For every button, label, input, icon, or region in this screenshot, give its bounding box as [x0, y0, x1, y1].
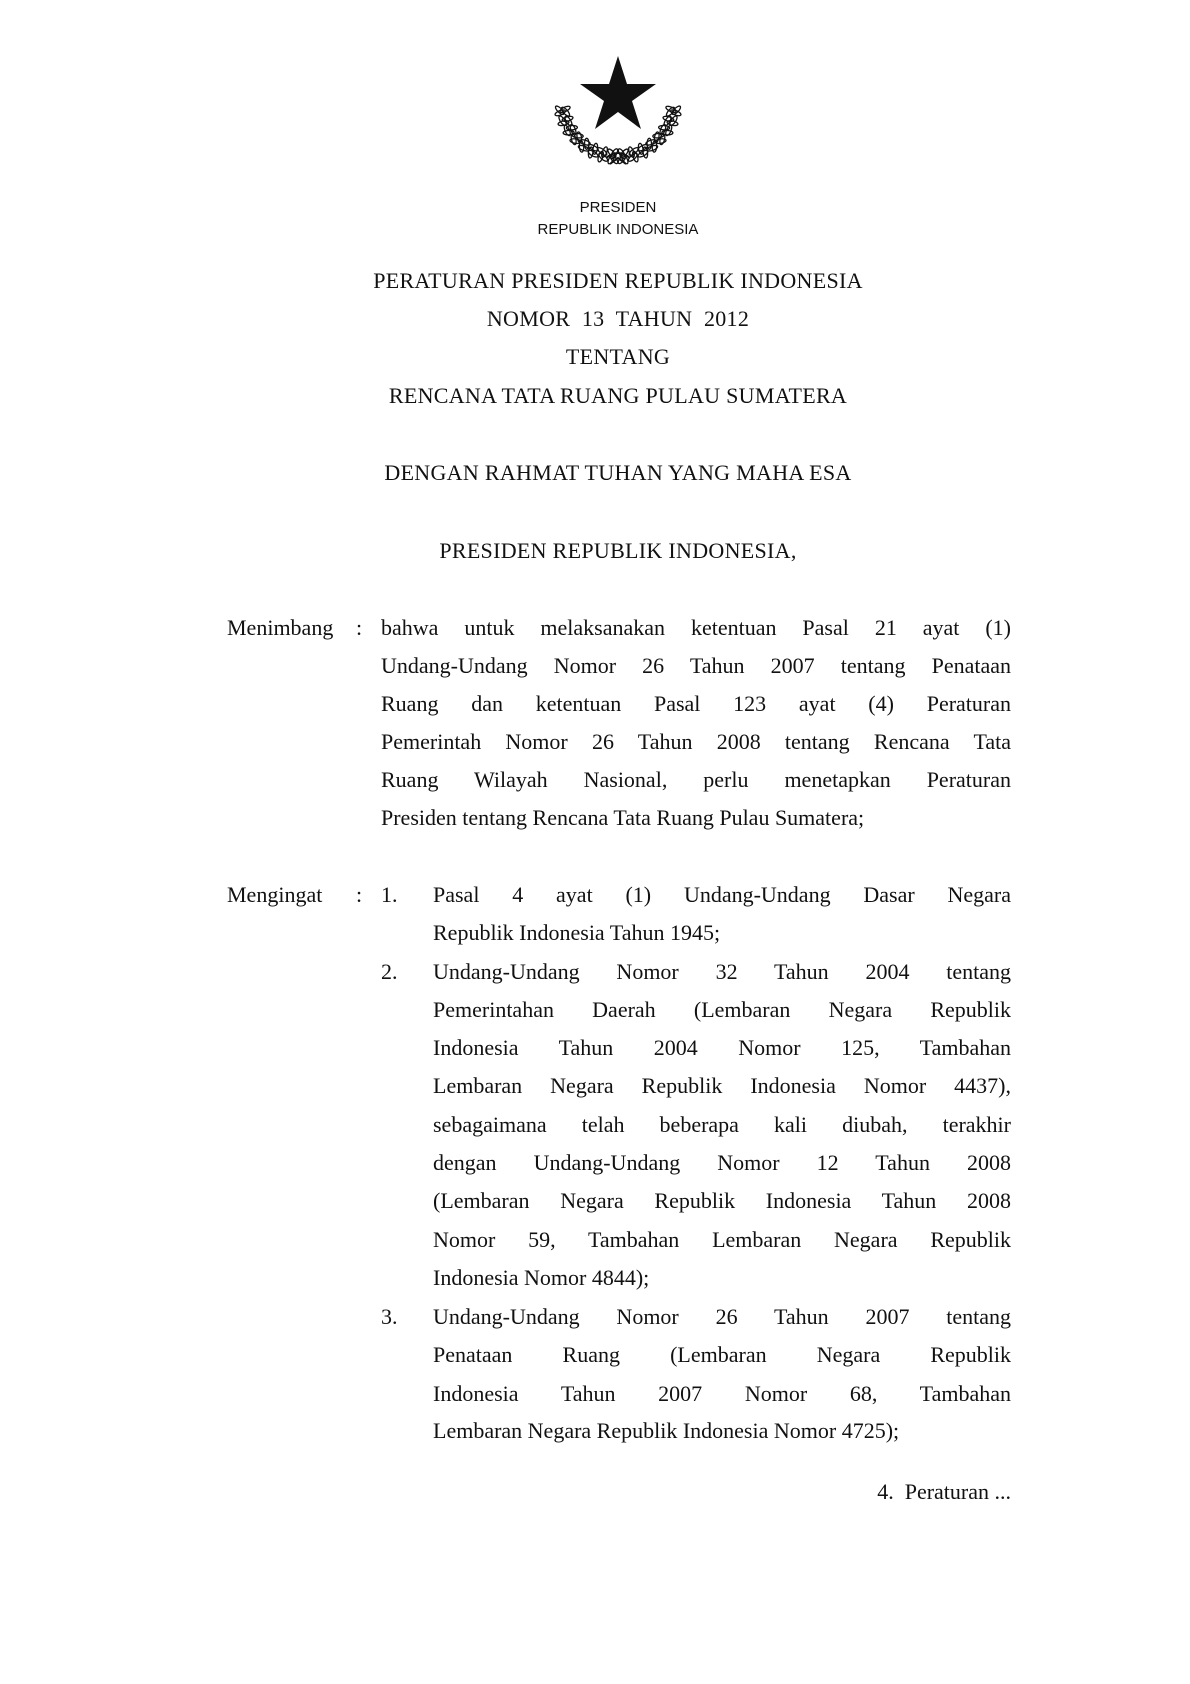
- item-number: 1.: [381, 882, 398, 907]
- item-line: Penataan Ruang (Lembaran Negara Republik: [433, 1342, 1011, 1367]
- letterhead-republik-indonesia: REPUBLIK INDONESIA: [537, 221, 699, 238]
- item-line: Undang-Undang Nomor 26 Tahun 2007 tentang: [433, 1304, 1011, 1329]
- item-number: 3.: [381, 1304, 398, 1329]
- menimbang-line: Ruang dan ketentuan Pasal 123 ayat (4) Peraturan: [381, 691, 1011, 716]
- menimbang-line: bahwa untuk melaksanakan ketentuan Pasal 21 ayat (1): [381, 615, 1011, 640]
- item-line: Pemerintahan Daerah (Lembaran Negara Republik: [433, 997, 1011, 1022]
- letterhead-presiden: PRESIDEN: [579, 199, 657, 216]
- item-line: Indonesia Nomor 4844);: [433, 1265, 650, 1290]
- preamble: DENGAN RAHMAT TUHAN YANG MAHA ESA: [384, 460, 852, 485]
- garuda-presidential-emblem: [550, 30, 686, 176]
- item-line: Republik Indonesia Tahun 1945;: [433, 920, 721, 945]
- item-number: 2.: [381, 959, 398, 984]
- item-line: Lembaran Negara Republik Indonesia Nomor 4437),: [433, 1073, 1011, 1098]
- menimbang-line: Pemerintah Nomor 26 Tahun 2008 tentang Rencana Tata: [381, 729, 1011, 754]
- issuer: PRESIDEN REPUBLIK INDONESIA,: [439, 538, 797, 563]
- mengingat-colon: :: [356, 882, 363, 907]
- item-line: sebagaimana telah beberapa kali diubah, terakhir: [433, 1112, 1011, 1137]
- menimbang-label: Menimbang: [227, 615, 334, 640]
- title-line-1: PERATURAN PRESIDEN REPUBLIK INDONESIA: [373, 268, 863, 293]
- wreath-icon: [554, 105, 681, 165]
- mengingat-label: Mengingat: [227, 882, 323, 907]
- menimbang-line: Presiden tentang Rencana Tata Ruang Pulau Sumatera;: [381, 805, 865, 830]
- menimbang-line: Ruang Wilayah Nasional, perlu menetapkan Peraturan: [381, 767, 1011, 792]
- item-line: Pasal 4 ayat (1) Undang-Undang Dasar Negara: [433, 882, 1011, 907]
- page-continuation: 4. Peraturan ...: [877, 1479, 1011, 1504]
- title-line-4: RENCANA TATA RUANG PULAU SUMATERA: [388, 383, 848, 408]
- item-line: Indonesia Tahun 2004 Nomor 125, Tambahan: [433, 1035, 1011, 1060]
- menimbang-line: Undang-Undang Nomor 26 Tahun 2007 tentang Penataan: [381, 653, 1011, 678]
- title-line-2: NOMOR 13 TAHUN 2012: [486, 306, 750, 331]
- item-line: dengan Undang-Undang Nomor 12 Tahun 2008: [433, 1150, 1011, 1175]
- title-line-3: TENTANG: [565, 344, 671, 369]
- star-icon: [580, 56, 656, 129]
- item-line: Nomor 59, Tambahan Lembaran Negara Republik: [433, 1227, 1011, 1252]
- item-line: Lembaran Negara Republik Indonesia Nomor 4725);: [433, 1418, 900, 1443]
- menimbang-colon: :: [356, 615, 363, 640]
- item-line: Indonesia Tahun 2007 Nomor 68, Tambahan: [433, 1381, 1011, 1406]
- item-line: Undang-Undang Nomor 32 Tahun 2004 tentang: [433, 959, 1011, 984]
- item-line: (Lembaran Negara Republik Indonesia Tahun 2008: [433, 1188, 1011, 1213]
